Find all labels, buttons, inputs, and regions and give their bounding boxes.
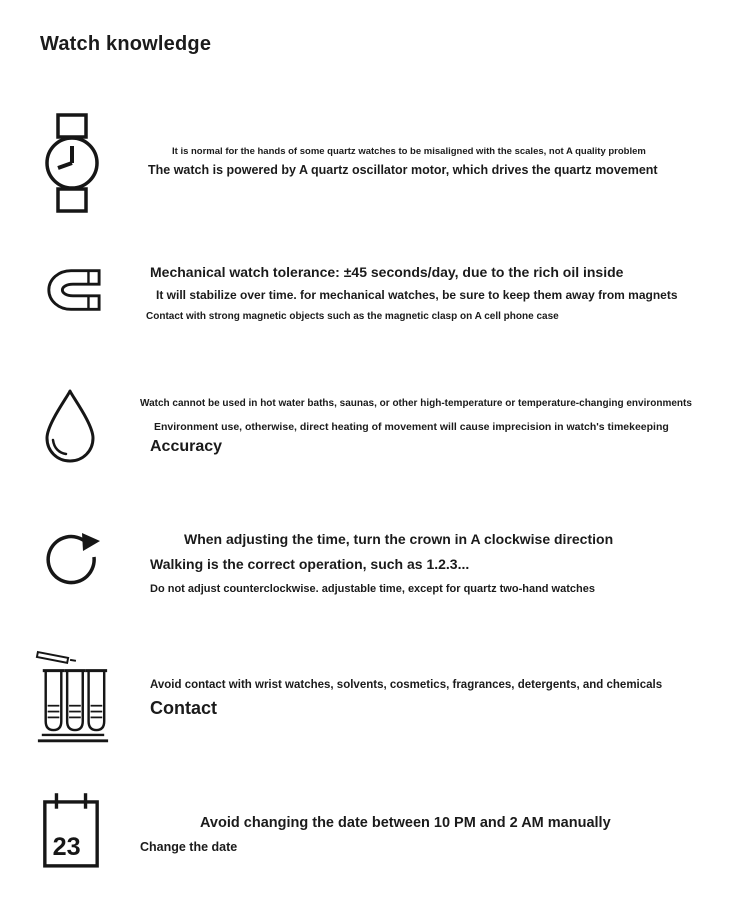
section-chemical-contact: [0, 640, 750, 755]
magnet-warning-text: Contact with strong magnetic objects such as the magnetic clasp on A cell phone case: [146, 311, 559, 322]
quartz-note: It is normal for the hands of some quartz watches to be misaligned with the scales, not A quality problem: [172, 146, 646, 157]
contact-heading: Contact: [150, 698, 217, 718]
page-title: Watch knowledge: [40, 33, 212, 55]
temperature-warning-text: Watch cannot be used in hot water baths, saunas, or other high-temperature or temperature-changing environments: [140, 398, 692, 409]
quartz-description: The watch is powered by A quartz oscillator motor, which drives the quartz movement: [148, 163, 658, 177]
watch-icon: [44, 113, 104, 213]
date-warning-text: Avoid changing the date between 10 PM and 2 AM manually: [200, 815, 611, 831]
section-quartz-movement: [0, 110, 750, 225]
crown-direction-text: When adjusting the time, turn the crown in A clockwise direction: [184, 531, 614, 547]
magnet-tolerance-text: Mechanical watch tolerance: ±45 seconds/day, due to the rich oil inside: [150, 264, 624, 280]
chemicals-warning-text: Avoid contact with wrist watches, solvents, cosmetics, fragrances, detergents, and chemicals: [150, 679, 663, 691]
section-magnet-tolerance: [0, 260, 750, 335]
accuracy-heading: Accuracy: [150, 438, 223, 455]
clockwise-arrow-icon: [40, 518, 104, 598]
magnet-icon: [44, 262, 102, 318]
section-temperature-accuracy: [0, 376, 750, 488]
test-tubes-icon: [34, 642, 112, 746]
magnet-advice-text: It will stabilize over time. for mechanical watches, be sure to keep them away from magnets: [156, 288, 678, 302]
crown-warning-text: Do not adjust counterclockwise. adjustable time, except for quartz two-hand watches: [150, 583, 595, 595]
crown-operation-text: Walking is the correct operation, such as 1.2.3...: [150, 556, 470, 572]
section-date-change: [0, 788, 750, 880]
calendar-icon: [40, 790, 102, 872]
water-drop-icon: [40, 378, 100, 476]
temperature-advice-text: Environment use, otherwise, direct heating of movement will cause imprecision in watch's timekeeping: [154, 421, 669, 433]
change-date-heading: Change the date: [140, 840, 238, 854]
section-crown-adjustment: [0, 516, 750, 612]
calendar-day-number: 23: [52, 833, 81, 862]
